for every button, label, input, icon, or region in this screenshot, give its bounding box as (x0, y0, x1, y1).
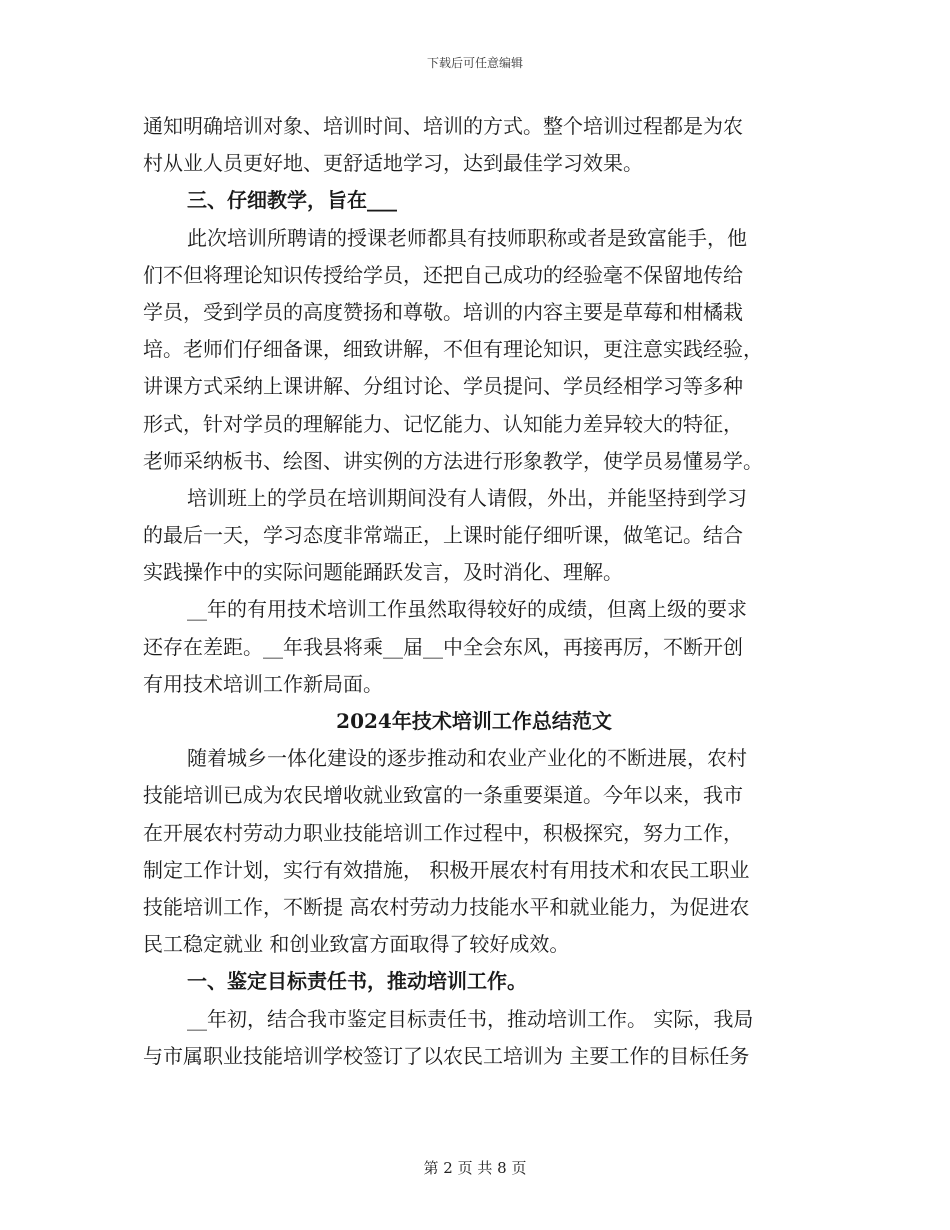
text-line: 讲课方式采纳上课讲解、分组讨论、学员提问、学员经相学习等多种 (143, 374, 743, 399)
page-footer: 第 2 页 共 8 页 (423, 1159, 527, 1177)
document-title: 2024年技术培训工作总结范文 (336, 709, 612, 733)
text-line: 村从业人员更好地、更舒适地学习，达到最佳学习效果。 (143, 151, 643, 176)
text-line: 培训班上的学员在培训期间没有人请假，外出，并能坚持到学习 (187, 485, 747, 510)
text-line: 老师采纳板书、绘图、讲实例的方法进行形象教学，使学员易懂易学。 (143, 448, 763, 473)
text-line: 实践操作中的实际问题能踊跃发言，及时消化、理解。 (143, 560, 623, 585)
text-line: 技能培训工作，不断提 高农村劳动力技能水平和就业能力，为促进农 (143, 894, 750, 919)
text-line: 通知明确培训对象、培训时间、培训的方式。整个培训过程都是为农 (143, 114, 743, 138)
text-line: 此次培训所聘请的授课老师都具有技师职称或者是致富能手，他 (187, 225, 747, 250)
text-line: __年初，结合我市鉴定目标责任书，推动培训工作。 实际，我局 (187, 1006, 754, 1031)
text-line: 有用技术培训工作新局面。 (143, 671, 383, 696)
text-line: 与市属职业技能培训学校签订了以农民工培训为 主要工作的目标任务 (143, 1043, 750, 1068)
text-line: 在开展农村劳动力职业技能培训工作过程中，积极探究，努力工作， (143, 820, 743, 845)
document-body (143, 108, 805, 1075)
text-line: __年的有用技术培训工作虽然取得较好的成绩，但离上级的要求 (187, 597, 747, 622)
text-line: 培。老师们仔细备课，细致讲解，不但有理论知识，更注意实践经验， (143, 337, 763, 362)
text-line: 学员，受到学员的高度赞扬和尊敬。培训的内容主要是草莓和柑橘栽 (143, 299, 743, 324)
text-line: 民工稳定就业 和创业致富方面取得了较好成效。 (143, 932, 570, 957)
section-heading-1: 一、鉴定目标责任书，推动培训工作。 (187, 969, 527, 994)
page-header: 下载后可任意编辑 (426, 56, 523, 70)
text-line: 制定工作计划，实行有效措施， 积极开展农村有用技术和农民工职业 (143, 857, 750, 882)
text-line: 的最后一天，学习态度非常端正，上课时能仔细听课，做笔记。结合 (143, 523, 743, 548)
text-line: 技能培训已成为农民增收就业致富的一条重要渠道。今年以来，我市 (143, 783, 743, 808)
text-line: 们不但将理论知识传授给学员，还把自己成功的经验毫不保留地传给 (143, 262, 743, 287)
text-line: 还存在差距。__年我县将乘__届__中全会东风，再接再厉，不断开创 (143, 634, 743, 659)
text-line: 形式，针对学员的理解能力、记忆能力、认知能力差异较大的特征， (143, 411, 743, 436)
section-heading-3: 三、仔细教学，旨在___ (187, 188, 397, 213)
text-line: 随着城乡一体化建设的逐步推动和农业产业化的不断进展，农村 (187, 746, 747, 771)
